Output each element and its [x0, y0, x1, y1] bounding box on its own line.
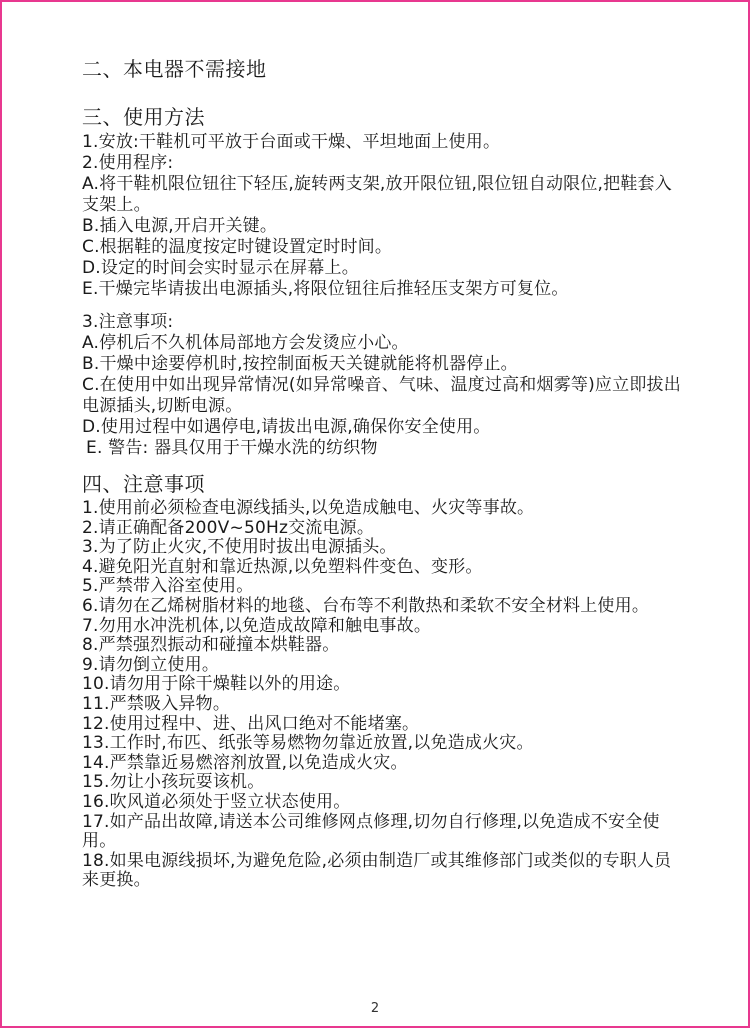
usage-item-procedure: 2.使用程序: [82, 153, 174, 173]
section-4 [82, 469, 682, 891]
precaution-item: 3.为了防止火灾,不使用时拔出电源插头。 [82, 537, 397, 558]
precaution-item: 11.严禁吸入异物。 [82, 693, 231, 714]
notes-heading: 3.注意事项: [82, 312, 174, 332]
precaution-item: 13.工作时,布匹、纸张等易燃物勿靠近放置,以免造成火灾。 [82, 733, 534, 754]
section-2-heading: 二、本电器不需接地 [82, 57, 267, 81]
precaution-item: 2.请正确配备200V~50Hz交流电源。 [82, 517, 375, 538]
precaution-item: 17.如产品出故障,请送本公司维修网点修理,切勿自行修理,以免造成不安全使用。 [82, 811, 660, 852]
precaution-item: 18.如果电源线损坏,为避免危险,必须由制造厂或其维修部门或类似的专职人员来更换。 [82, 850, 672, 891]
note-b: B.干燥中途要停机时,按控制面板天关键就能将机器停止。 [82, 354, 518, 374]
section-3-heading: 三、使用方法 [82, 105, 205, 129]
note-c: C.在使用中如出现异常情况(如异常噪音、气味、温度过高和烟雾等)应立即拔出电源插头,切断电源。 [82, 375, 681, 416]
precaution-item: 15.勿让小孩玩耍该机。 [82, 772, 265, 793]
precaution-item: 7.勿用水冲洗机体,以免造成故障和触电事故。 [82, 615, 432, 636]
section-3 [82, 102, 682, 459]
usage-step-c: C.根据鞋的温度按定时键设置定时时间。 [82, 237, 393, 257]
precaution-item: 14.严禁靠近易燃溶剂放置,以免造成火灾。 [82, 752, 408, 773]
precaution-item: 6.请勿在乙烯树脂材料的地毯、台布等不利散热和柔软不安全材料上使用。 [82, 595, 650, 616]
section-4-heading: 四、注意事项 [82, 472, 205, 496]
precaution-item: 16.吹风道必须处于竖立状态使用。 [82, 791, 351, 812]
precaution-item: 8.严禁强烈振动和碰撞本烘鞋器。 [82, 635, 340, 656]
usage-step-d: D.设定的时间会实时显示在屏幕上。 [82, 258, 359, 278]
precaution-item: 10.请勿用于除干燥鞋以外的用途。 [82, 674, 351, 695]
page-content [82, 52, 682, 891]
precaution-item: 5.严禁带入浴室使用。 [82, 576, 254, 597]
usage-step-b: B.插入电源,开启开关键。 [82, 216, 278, 236]
precaution-item: 12.使用过程中、进、出风口绝对不能堵塞。 [82, 713, 420, 734]
precaution-item: 9.请勿倒立使用。 [82, 654, 220, 675]
usage-step-e: E.干燥完毕请拔出电源插头,将限位钮往后推轻压支架方可复位。 [82, 279, 569, 299]
warning-note: E. 警告: 器具仅用于干燥水洗的纺织物 [86, 438, 378, 458]
precaution-item: 4.避免阳光直射和靠近热源,以免塑料件变色、变形。 [82, 556, 483, 577]
precaution-item: 1.使用前必须检查电源线插头,以免造成触电、火灾等事故。 [82, 498, 535, 518]
note-a: A.停机后不久机体局部地方会发烫应小心。 [82, 333, 409, 353]
spacer [82, 300, 682, 312]
page-number: 2 [370, 1001, 380, 1016]
note-d: D.使用过程中如遇停电,请拔出电源,确保你安全使用。 [82, 417, 491, 437]
usage-step-a: A.将干鞋机限位钮往下轻压,旋转两支架,放开限位钮,限位钮自动限位,把鞋套入支架上。 [82, 174, 672, 215]
usage-item-placement: 1.安放:干鞋机可平放于台面或干燥、平坦地面上使用。 [82, 132, 501, 152]
